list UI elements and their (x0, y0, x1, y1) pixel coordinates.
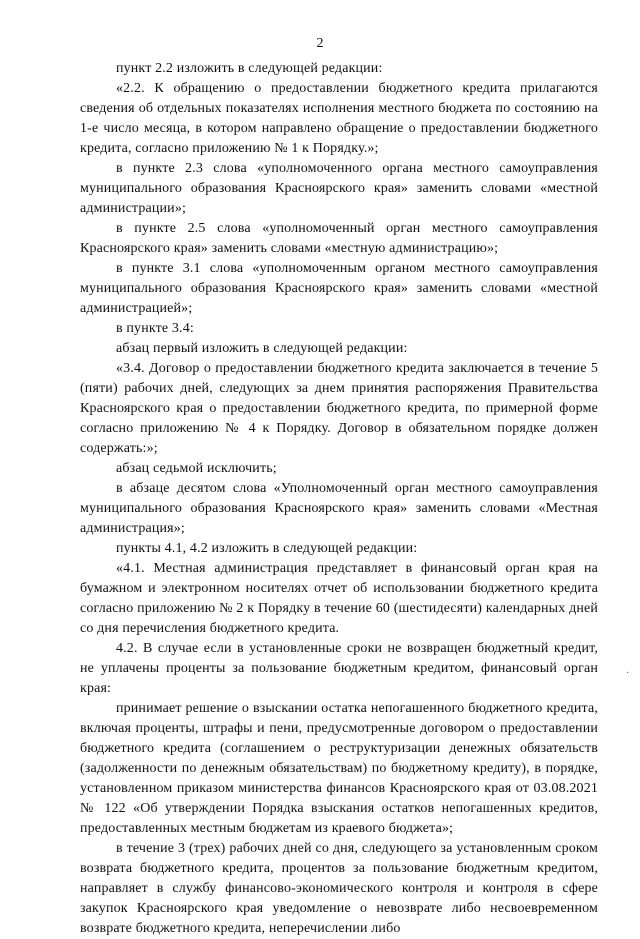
paragraph-10: в абзаце десятом слова «Уполномоченный орган местного самоуправления муниципального образования Красноярского края» заменить словами «Местная администрация»; (80, 481, 598, 536)
paragraph-11: пункты 4.1, 4.2 изложить в следующей редакции: (116, 541, 418, 556)
paragraph-7: абзац первый изложить в следующей редакции: (116, 341, 408, 356)
paragraph-5: в пункте 3.1 слова «уполномоченным органом местного самоуправления муниципального образования Красноярского края» заменить словами «местной администрацией»; (80, 261, 598, 316)
paragraph-13: 4.2. В случае если в установленные сроки не возвращен бюджетный кредит, не уплачены проценты за пользование бюджетным кредитом, финансовый орган края: (80, 641, 598, 696)
margin-mark: · (626, 668, 630, 679)
page-number: 2 (316, 36, 324, 51)
paragraph-3: в пункте 2.3 слова «уполномоченного органа местного самоуправления муниципального образования Красноярского края» заменить словами «местной администрации»; (80, 161, 598, 216)
paragraph-4: в пункте 2.5 слова «уполномоченный орган местного самоуправления Красноярского края» заменить словами «местную администрацию»; (80, 221, 598, 256)
paragraph-12: «4.1. Местная администрация представляет в финансовый орган края на бумажном и электронном носителях отчет об использовании бюджетного кредита согласно приложению № 2 к Порядку в течение 60 (шестидесяти) календарных дней со дня перечисления бюджетного кредита. (80, 561, 598, 636)
paragraph-6: в пункте 3.4: (116, 321, 194, 336)
paragraph-9: абзац седьмой исключить; (116, 461, 277, 476)
paragraph-14: принимает решение о взыскании остатка непогашенного бюджетного кредита, включая проценты, штрафы и пени, предусмотренные договором о предоставлении бюджетного кредита (соглашением о реструктуризации денежных обязательств (задолженности по денежным обязательствам) по бюджетному кредиту), в порядке, установленном приказом министерства финансов Красноярского края от 03.08.2021 № 122 «Об утверждении Порядка взыскания остатков непогашенных кредитов, предоставленных местным бюджетам из краевого бюджета»; (80, 701, 598, 836)
paragraph-8: «3.4. Договор о предоставлении бюджетного кредита заключается в течение 5 (пяти) рабочих дней, следующих за днем принятия распоряжения Правительства Красноярского края о предоставлении бюджетного кредита, по примерной форме согласно приложению № 4 к Порядку. Договор в обязательном порядке должен содержать:»; (80, 361, 598, 456)
paragraph-15: в течение 3 (трех) рабочих дней со дня, следующего за установленным сроком возврата бюджетного кредита, процентов за пользование бюджетным кредитом, направляет в службу финансово-экономического контроля и контроля в сфере закупок Красноярского края уведомление о невозврате либо несвоевременном возврате бюджетного кредита, неперечислении либо (80, 841, 598, 936)
paragraph-1: пункт 2.2 изложить в следующей редакции: (116, 61, 383, 76)
document-body (80, 59, 598, 939)
paragraph-2: «2.2. К обращению о предоставлении бюджетного кредита прилагаются сведения об отдельных показателях исполнения местного бюджета по состоянию на 1-е число месяца, в котором направлено обращение о предоставлении бюджетного кредита, согласно приложению № 1 к Порядку.»; (80, 81, 598, 156)
